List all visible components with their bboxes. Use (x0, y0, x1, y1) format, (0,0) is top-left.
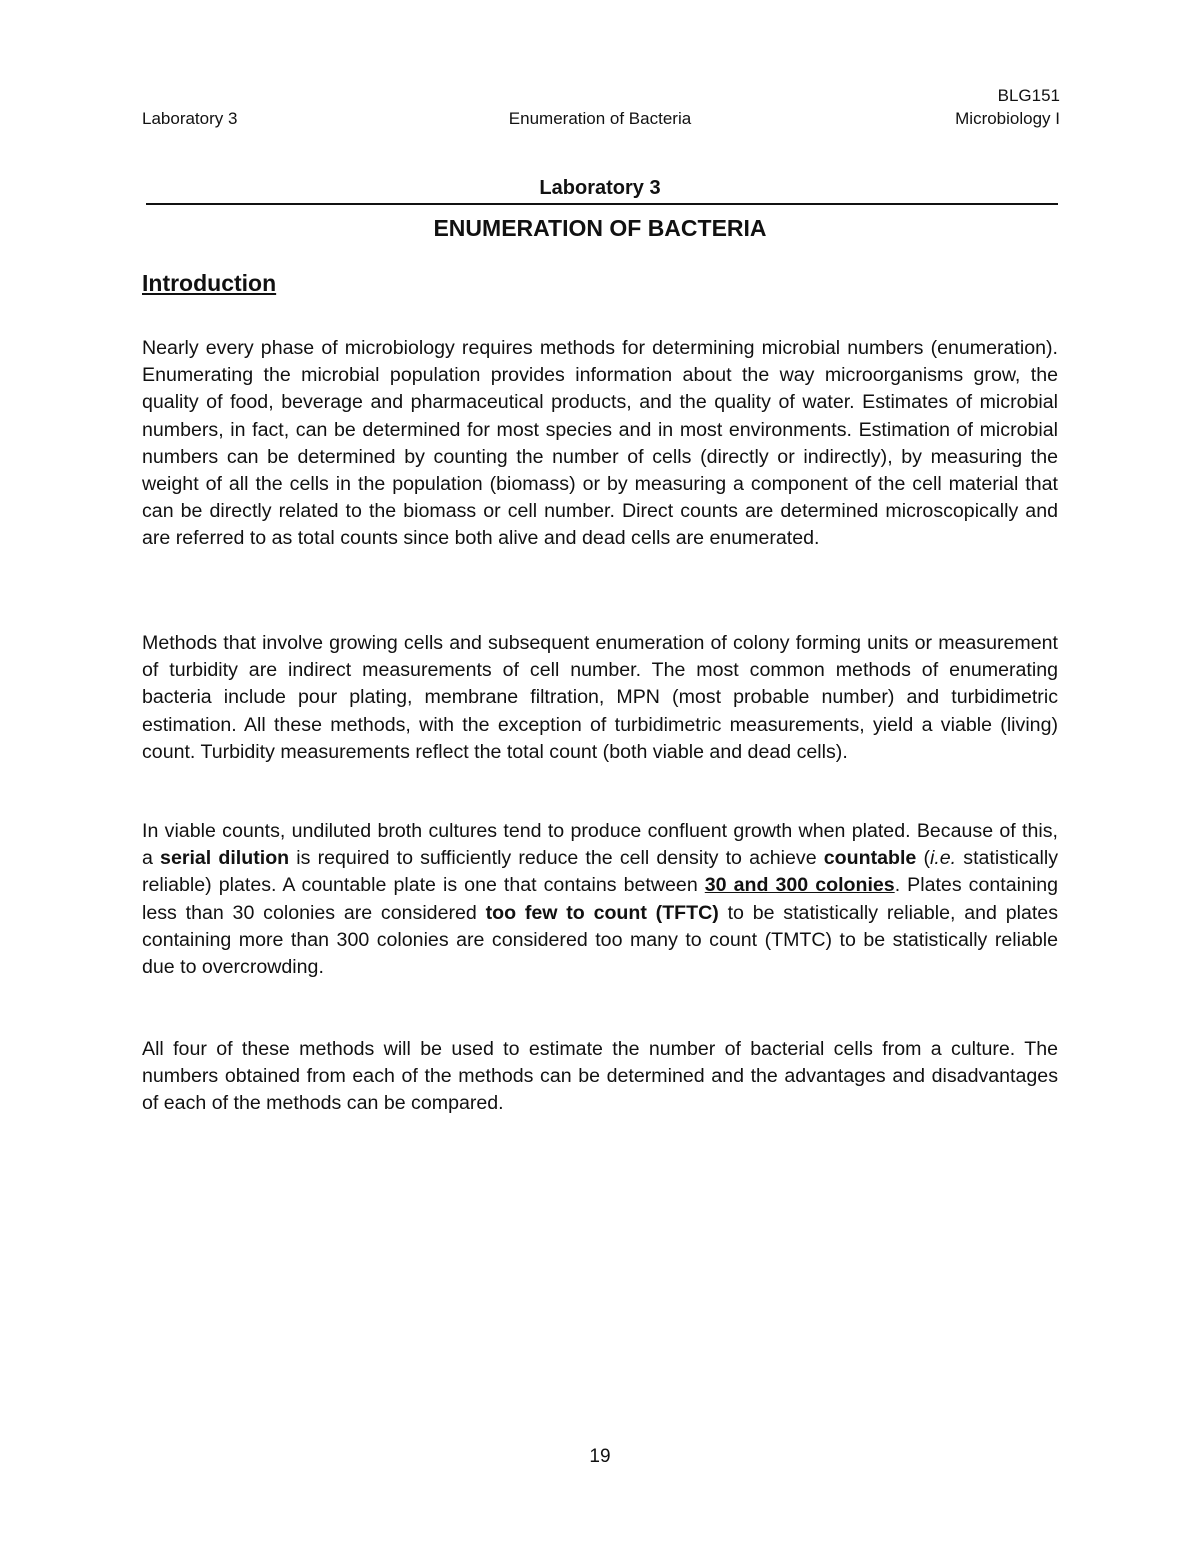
header-center-wrap (142, 109, 1060, 129)
p3-text: to be statistically reliable, and plates containing more than 300 colonies are considered too many to count (TMTC) to be statistically reliable due to overcrowding. (142, 901, 1058, 979)
lab-title: Laboratory 3 (539, 177, 661, 199)
term-countable: countable (823, 847, 917, 870)
paragraph-intro: Nearly every phase of microbiology requires methods for determining microbial numbers (enumeration). Enumerating the microbial population provides information about the way microorganisms grow, the quality of food, beverage and pharmaceutical products, and the quality of water. Estimates of microbial numbers, in fact, can be determined for most species and in most environments. Estimation of microbial numbers can be determined by counting the number of cells (directly or indirectly), by measuring the weight of all the cells in the population (biomass) or by measuring a component of the cell material that can be directly related to the biomass or cell number. Direct counts are determined microscopically and are referred to as total counts since both alive and dead cells are enumerated. (142, 337, 1058, 550)
main-title: ENUMERATION OF BACTERIA (433, 215, 767, 241)
header-left: Laboratory 3 (142, 109, 238, 128)
term-30-300-colonies: 30 and 300 colonies (704, 874, 895, 897)
p3-text: statistically reliable) plates. A countable plate is one that contains between (142, 847, 1058, 897)
paragraph-summary: All four of these methods will be used to estimate the number of bacterial cells from a culture. The numbers obtained from each of the methods can be determined and the advantages and disadvantages of each of the methods can be compared. (142, 1038, 1058, 1115)
section-heading: Introduction (142, 270, 277, 296)
header-right: Microbiology I (955, 109, 1060, 128)
p3-text: . Plates containing less than 30 colonies are considered (142, 874, 1058, 924)
paragraph-methods: Methods that involve growing cells and subsequent enumeration of colony forming units or measurement of turbidity are indirect measurements of cell number. The most common methods of enumerating bacteria include pour plating, membrane filtration, MPN (most probable number) and turbidimetric estimation. All these methods, with the exception of turbidimetric measurements, yield a viable (living) count. Turbidity measurements reflect the total count (both viable and dead cells). (142, 632, 1058, 763)
term-serial-dilution: serial dilution (160, 847, 290, 870)
term-ie: i.e. (929, 847, 957, 870)
term-tftc: too few to count (TFTC) (485, 901, 719, 924)
paragraph-viable-counts (142, 818, 1058, 981)
p3-text: is required to sufficiently reduce the cell density to achieve (289, 847, 824, 870)
p3-text: ( (916, 847, 930, 870)
page-number: 19 (589, 1446, 611, 1467)
header-center: Enumeration of Bacteria (508, 109, 692, 128)
title-rule (146, 203, 1058, 205)
header-course-code: BLG151 (997, 86, 1060, 105)
p3-text: In viable counts, undiluted broth cultures tend to produce confluent growth when plated. Because of this, a (142, 820, 1058, 870)
